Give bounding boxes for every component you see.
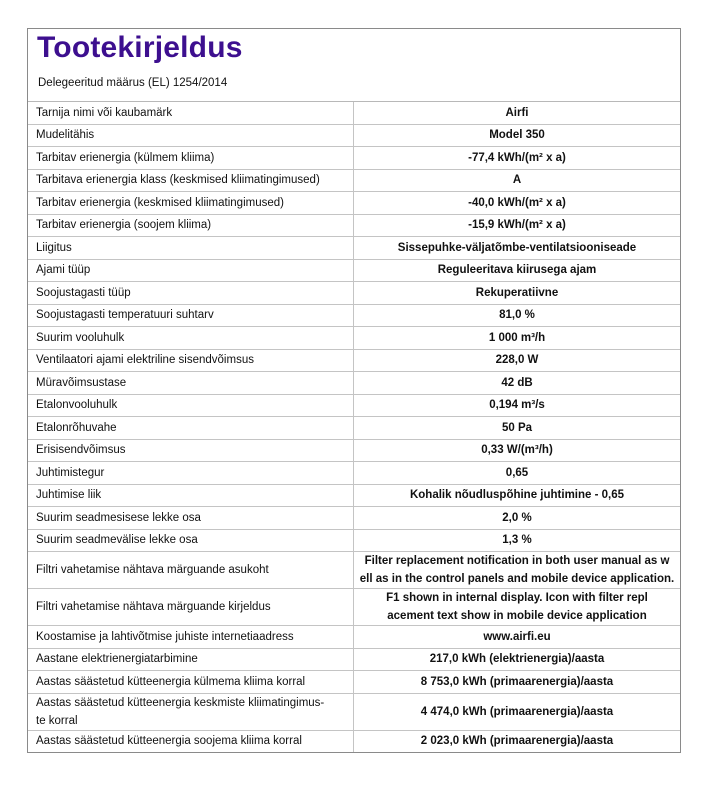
row-label: Ventilaatori ajami elektriline sisendvõimsus	[28, 349, 354, 372]
row-label: Soojustagasti tüüp	[28, 282, 354, 305]
row-value: Rekuperatiivne	[354, 282, 681, 305]
row-label: Tarnija nimi või kaubamärk	[28, 102, 354, 124]
row-label: Suurim vooluhulk	[28, 327, 354, 350]
table-row	[28, 304, 680, 327]
table-row	[28, 439, 680, 462]
table-row	[28, 349, 680, 372]
table-row	[28, 693, 680, 730]
table-row	[28, 124, 680, 147]
row-label: Soojustagasti temperatuuri suhtarv	[28, 304, 354, 327]
table-row	[28, 417, 680, 440]
row-label: Etalonrõhuvahe	[28, 417, 354, 440]
row-label: Aastane elektrienergiatarbimine	[28, 648, 354, 671]
table-row	[28, 648, 680, 671]
table-row	[28, 327, 680, 350]
row-value: 8 753,0 kWh (primaarenergia)/aasta	[354, 671, 681, 694]
table-row	[28, 529, 680, 552]
table-row	[28, 552, 680, 589]
row-label: Etalonvooluhulk	[28, 394, 354, 417]
row-value: 81,0 %	[354, 304, 681, 327]
row-label: Erisisendvõimsus	[28, 439, 354, 462]
row-label: Tarbitav erienergia (keskmised kliimatingimused)	[28, 192, 354, 215]
row-label: Liigitus	[28, 237, 354, 260]
specification-table	[28, 102, 680, 752]
product-fiche	[27, 28, 681, 753]
row-value: 228,0 W	[354, 349, 681, 372]
row-label: Müravõimsustase	[28, 372, 354, 395]
row-label: Tarbitava erienergia klass (keskmised kliimatingimused)	[28, 169, 354, 192]
table-row	[28, 372, 680, 395]
table-row	[28, 507, 680, 530]
row-value: 0,194 m³/s	[354, 394, 681, 417]
table-row	[28, 589, 680, 626]
row-label-line: Aastas säästetud kütteenergia keskmiste kliimatingimus-	[36, 696, 325, 709]
row-label: Filtri vahetamise nähtava märguande kirjeldus	[28, 589, 354, 626]
row-value: 4 474,0 kWh (primaarenergia)/aasta	[354, 693, 681, 730]
row-value: 1,3 %	[354, 529, 681, 552]
row-value	[354, 552, 681, 589]
row-label-line: te korral	[36, 714, 78, 727]
row-label: Ajami tüüp	[28, 259, 354, 282]
row-value: Kohalik nõudluspõhine juhtimine - 0,65	[354, 484, 681, 507]
row-value-line: Filter replacement notification in both user manual as w	[364, 555, 670, 567]
row-value: 1 000 m³/h	[354, 327, 681, 350]
row-value: Sissepuhke-väljatõmbe-ventilatsiooniseade	[354, 237, 681, 260]
row-value-link[interactable]: www.airfi.eu	[354, 626, 681, 649]
table-row	[28, 730, 680, 752]
row-value: Reguleeritava kiirusega ajam	[354, 259, 681, 282]
row-label: Aastas säästetud kütteenergia külmema kliima korral	[28, 671, 354, 694]
table-row	[28, 462, 680, 485]
row-label: Aastas säästetud kütteenergia soojema kliima korral	[28, 730, 354, 752]
table-row	[28, 484, 680, 507]
row-label	[28, 693, 354, 730]
table-row	[28, 102, 680, 124]
table-row	[28, 192, 680, 215]
row-value: 0,65	[354, 462, 681, 485]
row-value	[354, 589, 681, 626]
table-row	[28, 169, 680, 192]
row-value-line: ell as in the control panels and mobile device application.	[359, 573, 675, 585]
page-title: Tootekirjeldus	[37, 31, 243, 64]
row-value: Model 350	[354, 124, 681, 147]
table-row	[28, 671, 680, 694]
row-value: -40,0 kWh/(m² x a)	[354, 192, 681, 215]
table-row	[28, 214, 680, 237]
row-label: Suurim seadmesisese lekke osa	[28, 507, 354, 530]
row-value: 217,0 kWh (elektrienergia)/aasta	[354, 648, 681, 671]
row-value: 2 023,0 kWh (primaarenergia)/aasta	[354, 730, 681, 752]
document-header	[28, 29, 680, 102]
table-row	[28, 259, 680, 282]
table-row	[28, 282, 680, 305]
row-value: Airfi	[505, 106, 529, 119]
row-label: Tarbitav erienergia (külmem kliima)	[28, 147, 354, 170]
table-row	[28, 394, 680, 417]
row-label: Tarbitav erienergia (soojem kliima)	[28, 214, 354, 237]
table-row	[28, 147, 680, 170]
row-value: -77,4 kWh/(m² x a)	[354, 147, 681, 170]
regulation-subtitle: Delegeeritud määrus (EL) 1254/2014	[38, 77, 228, 89]
row-value: 0,33 W/(m³/h)	[354, 439, 681, 462]
row-label: Juhtimise liik	[28, 484, 354, 507]
row-label: Suurim seadmevälise lekke osa	[28, 529, 354, 552]
row-value-line: acement text show in mobile device application	[387, 610, 647, 622]
row-value-line: F1 shown in internal display. Icon with filter repl	[386, 592, 648, 604]
row-value: 2,0 %	[354, 507, 681, 530]
row-label: Mudelitähis	[28, 124, 354, 147]
row-label: Koostamise ja lahtivõtmise juhiste internetiaadress	[28, 626, 354, 649]
row-value: 50 Pa	[354, 417, 681, 440]
row-label: Juhtimistegur	[28, 462, 354, 485]
row-value: -15,9 kWh/(m² x a)	[354, 214, 681, 237]
row-label: Filtri vahetamise nähtava märguande asukoht	[28, 552, 354, 589]
table-row	[28, 626, 680, 649]
row-value: 42 dB	[354, 372, 681, 395]
row-value: A	[354, 169, 681, 192]
table-row	[28, 237, 680, 260]
